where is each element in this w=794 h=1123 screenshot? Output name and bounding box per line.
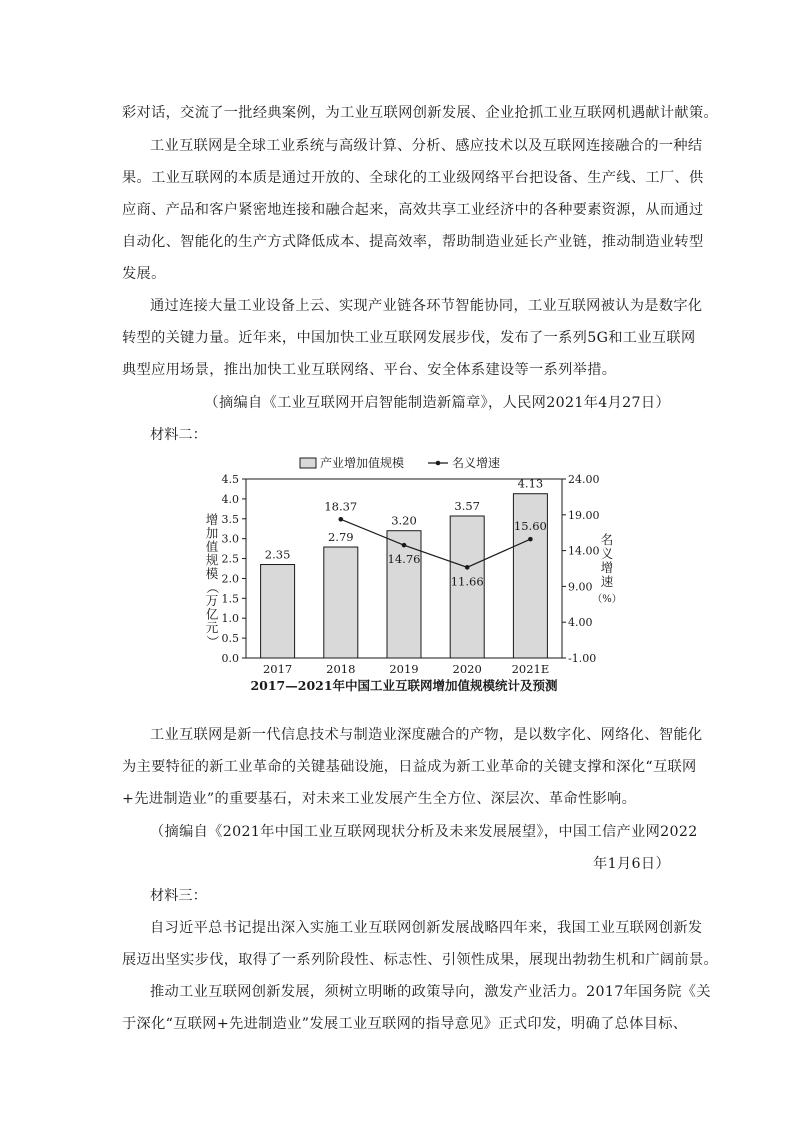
paragraph-line: 自动化、智能化的生产方式降低成本、提高效率，帮助制造业延长产业链，推动制造业转型 xyxy=(122,234,704,250)
bar-value-label: 3.57 xyxy=(454,498,481,513)
y-axis-title-char: 亿 xyxy=(205,606,219,622)
paragraph-line: 为主要特征的新工业革命的关键基础设施，日益成为新工业革命的关键支撑和深化“互联网 xyxy=(122,759,697,775)
y-tick-label: 0.0 xyxy=(221,652,239,665)
y2-axis-title-char: 速 xyxy=(600,574,614,589)
x-tick-label: 2019 xyxy=(389,662,419,676)
x-tick-label: 2018 xyxy=(326,662,356,676)
legend-bar-swatch xyxy=(300,458,316,468)
paragraph-line: 果。工业互联网的本质是通过开放的、全球化的工业级网络平台把设备、生产线、工厂、供 xyxy=(122,170,704,186)
y-axis-title-char: 值 xyxy=(205,539,219,554)
line-point xyxy=(402,543,407,548)
paragraph-line: +先进制造业”的重要基石，对未来工业发展产生全方位、深层次、革命性影响。 xyxy=(122,791,637,807)
line-value-label: 11.66 xyxy=(450,574,484,589)
y-axis-title-char: ） xyxy=(205,635,220,648)
growth-line xyxy=(341,519,531,567)
paragraph-line: 工业互联网是全球工业系统与高级计算、分析、感应技术以及互联网连接融合的一种结 xyxy=(150,138,703,154)
line-value-label: 18.37 xyxy=(324,499,358,514)
y-tick-label: 0.5 xyxy=(221,632,239,646)
paragraph-line: 推动工业互联网创新发展，须树立明晰的政策导向，激发产业活力。2017年国务院《关 xyxy=(150,984,711,1000)
bar xyxy=(324,547,358,658)
y-axis-title-char: 增 xyxy=(205,512,219,527)
paragraph-line: 工业互联网是新一代信息技术与制造业深度融合的产物，是以数字化、网络化、智能化 xyxy=(150,727,703,743)
y2-axis-title-char: 名 xyxy=(600,532,614,547)
legend-bar-label: 产业增加值规模 xyxy=(320,456,405,470)
bar-value-label: 2.79 xyxy=(327,530,354,545)
y2-axis-title-char: 增 xyxy=(600,560,614,575)
y-axis-title-char: 规 xyxy=(205,552,219,568)
y-axis-title-char: （ xyxy=(205,581,220,594)
source-citation: 年1月6日） xyxy=(593,856,670,872)
y-tick-label: 3.0 xyxy=(221,532,239,546)
y2-tick-label: 14.00 xyxy=(568,544,600,558)
paragraph-line: 自习近平总书记提出深入实施工业互联网创新发展战略四年来，我国工业互联网创新发 xyxy=(150,920,703,936)
y-axis-title-char: 加 xyxy=(205,525,219,541)
paragraph-line: 转型的关键力量。近年来，中国加快工业互联网发展步伐，发布了一系列5G和工业互联网 xyxy=(122,330,696,346)
line-point xyxy=(339,517,344,522)
line-point xyxy=(465,565,470,570)
y-tick-label: 1.5 xyxy=(221,592,239,606)
y-tick-label: 1.0 xyxy=(221,612,239,626)
bar-value-label: 3.20 xyxy=(391,513,417,528)
paragraph-line: 展迈出坚实步伐，取得了一系列阶段性、标志性、引领性成果，展现出勃勃生机和广阔前景。 xyxy=(122,952,719,968)
section-label: 材料三： xyxy=(150,888,207,904)
bar-value-label: 4.13 xyxy=(517,476,544,491)
y-tick-label: 4.0 xyxy=(221,492,239,506)
paragraph-line: 于深化“互联网+先进制造业”发展工业互联网的指导意见》正式印发，明确了总体目标、 xyxy=(122,1016,688,1032)
legend-line-label: 名义增速 xyxy=(452,456,501,470)
x-tick-label: 2021E xyxy=(511,662,550,676)
line-value-label: 15.60 xyxy=(513,519,547,534)
x-tick-label: 2017 xyxy=(262,662,293,676)
y-tick-label: 2.5 xyxy=(221,552,239,566)
x-tick-label: 2020 xyxy=(452,662,482,676)
section-label: 材料二： xyxy=(150,427,207,443)
line-value-label: 14.76 xyxy=(387,552,421,567)
y2-tick-label: 9.00 xyxy=(568,580,593,594)
y2-tick-label: -1.00 xyxy=(568,652,597,665)
y-tick-label: 2.0 xyxy=(221,572,239,586)
y2-tick-label: 4.00 xyxy=(568,616,593,630)
bar xyxy=(261,565,295,658)
y2-axis-unit: （%） xyxy=(592,594,622,605)
paragraph-line: 应商、产品和客户紧密地连接和融合起来，高效共享工业经济中的各种要素资源，从而通过 xyxy=(122,202,704,218)
paragraph-line: 通过连接大量工业设备上云、实现产业链各环节智能协同，工业互联网被认为是数字化 xyxy=(150,298,703,314)
bar-line-chart xyxy=(190,452,622,700)
y-axis-title-char: 模 xyxy=(205,566,219,581)
line-point xyxy=(528,537,533,542)
chart-title: 2017—2021年中国工业互联网增加值规模统计及预测 xyxy=(250,678,558,693)
legend-line-marker xyxy=(436,461,441,466)
paragraph-line: 发展。 xyxy=(122,266,166,282)
y2-axis-title-char: 义 xyxy=(600,546,614,561)
y2-tick-label: 19.00 xyxy=(568,508,600,522)
paragraph-line: 彩对话，交流了一批经典案例，为工业互联网创新发展、企业抢抓工业互联网机遇献计献策。 xyxy=(122,105,719,121)
y-axis-title-char: 元 xyxy=(205,620,219,635)
y2-tick-label: 24.00 xyxy=(568,473,600,486)
source-citation: （摘编自《工业互联网开启智能制造新篇章》，人民网2021年4月27日） xyxy=(204,395,670,411)
bar-value-label: 2.35 xyxy=(264,547,291,562)
y-tick-label: 3.5 xyxy=(221,512,239,526)
y-axis-title-char: 万 xyxy=(205,593,219,608)
source-citation: （摘编自《2021年中国工业互联网现状分析及未来发展展望》，中国工信产业网2022 xyxy=(150,824,698,840)
paragraph-line: 典型应用场景，推出加快工业互联网络、平台、安全体系建设等一系列举措。 xyxy=(122,362,617,378)
y-tick-label: 4.5 xyxy=(221,473,239,486)
